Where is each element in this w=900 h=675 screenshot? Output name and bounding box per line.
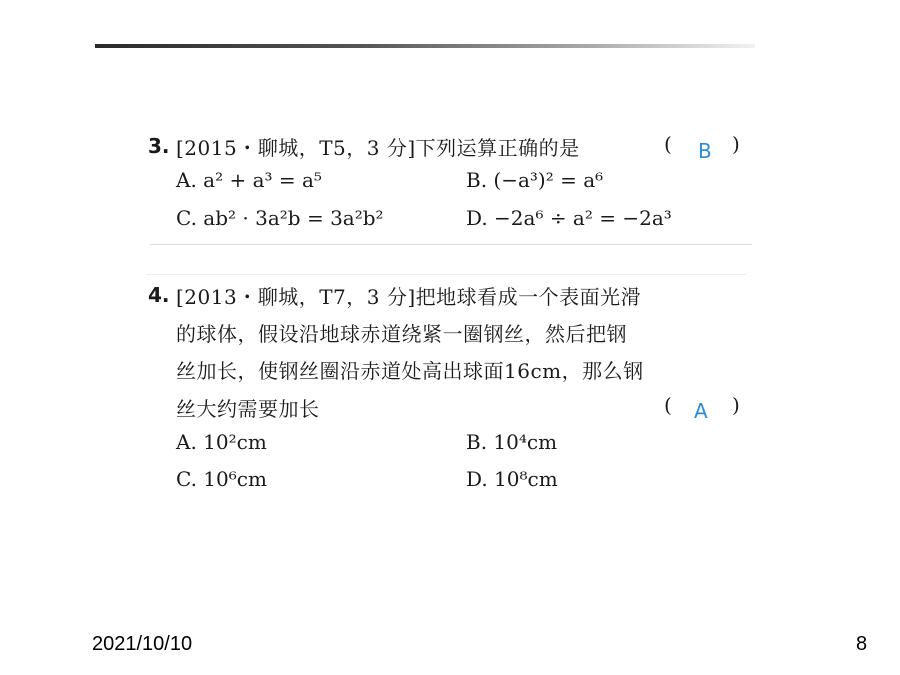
question-4-stem-line-2: 的球体，假设沿地球赤道绕紧一圈钢丝，然后把钢	[176, 322, 627, 346]
question-separator	[150, 244, 752, 245]
page-number: 8	[856, 633, 868, 655]
question-3-option-c: C. ab² · 3a²b = 3a²b²	[176, 206, 384, 230]
question-4-paren-close: )	[732, 393, 740, 417]
question-3-number: 3.	[148, 134, 170, 158]
question-4-stem-line-4: 丝大约需要加长	[176, 397, 320, 421]
question-3-option-d: D. −2a⁶ ÷ a² = −2a³	[466, 206, 672, 230]
footer-date: 2021/10/10	[92, 633, 193, 655]
question-4-answer: A	[694, 399, 708, 423]
question-3-paren-open: (	[664, 132, 672, 156]
question-4-paren-open: (	[664, 393, 672, 417]
header-rule	[95, 44, 755, 48]
question-4-option-b: B. 10⁴cm	[466, 430, 558, 454]
question-4-option-d: D. 10⁸cm	[466, 467, 558, 491]
question-4-stem-line-1: [2013・聊城，T7，3 分]把地球看成一个表面光滑	[176, 285, 642, 309]
question-separator	[146, 274, 746, 275]
question-3-stem: [2015・聊城，T5，3 分]下列运算正确的是	[176, 136, 580, 160]
question-4-number: 4.	[148, 283, 170, 307]
question-3-option-b: B. (−a³)² = a⁶	[466, 168, 604, 192]
question-3-paren-close: )	[732, 132, 740, 156]
question-4-option-a: A. 10²cm	[176, 430, 267, 454]
question-3-option-a: A. a² + a³ = a⁵	[176, 168, 322, 192]
question-3-answer: B	[698, 139, 712, 163]
question-4-stem-line-3: 丝加长，使钢丝圈沿赤道处高出球面16cm，那么钢	[176, 359, 644, 383]
question-4-option-c: C. 10⁶cm	[176, 467, 267, 491]
